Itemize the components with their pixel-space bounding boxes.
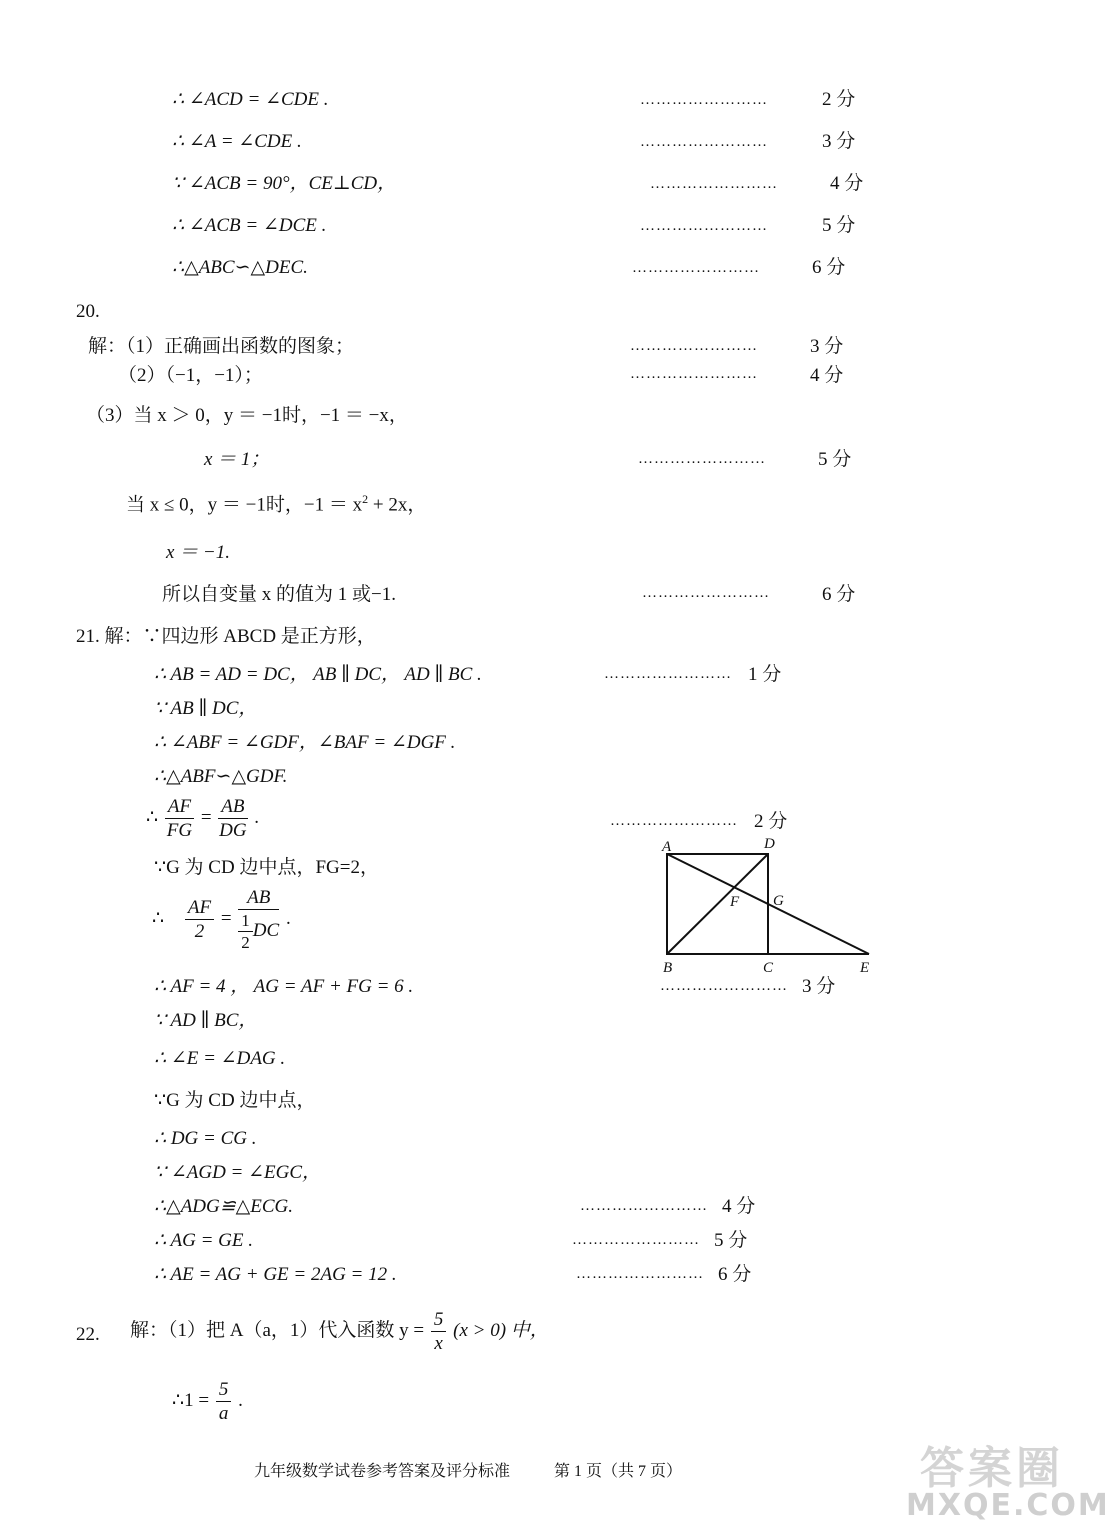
q21-line2: ∵ AB ∥ DC， <box>154 698 258 719</box>
label-a: A <box>662 839 672 855</box>
score-dots: …………………… <box>632 260 760 276</box>
q20-part1: 解：（1）正确画出函数的图象； <box>88 336 355 357</box>
score-dots: …………………… <box>650 176 778 192</box>
score-dots: …………………… <box>610 813 738 829</box>
line-acd-cde: ∴ ∠ACD = ∠CDE . <box>172 89 329 110</box>
q21-ratio-equation: ∴ $\frac{AF}{FG}$ = $\frac{AB}{DG}$ . <box>146 796 259 841</box>
watermark-logo: 答案圈 <box>920 1443 1064 1494</box>
q21-line15: ∴ AG = GE . <box>154 1230 253 1251</box>
score-label: 5 分 <box>818 449 852 470</box>
score-dots: …………………… <box>604 666 732 682</box>
q21-line14: ∴△ADG≌△ECG. <box>154 1196 294 1217</box>
page-number: 第 1 页（共 7 页） <box>554 1463 683 1480</box>
score-label: 2 分 <box>822 89 856 110</box>
fraction: $\frac{AF}{FG}$ <box>166 796 193 841</box>
score-label: 1 分 <box>748 664 782 685</box>
q21-line4: ∴△ABF∽△GDF. <box>154 766 288 787</box>
q20-part3-case2: 当 x ≤ 0，y ＝ −1时，$-1 = x^2 + 2x$， <box>126 492 427 516</box>
score-label: 5 分 <box>714 1230 748 1251</box>
q21-line13: ∵ ∠AGD = ∠EGC， <box>154 1162 322 1183</box>
q20-x-equals-neg1: x ＝ −1. <box>166 542 231 563</box>
score-dots: …………………… <box>638 451 766 467</box>
score-dots: …………………… <box>642 585 770 601</box>
score-label: 3 分 <box>810 336 844 357</box>
q20-x-equals-1: x ＝ 1； <box>204 449 270 470</box>
score-label: 4 分 <box>810 365 844 386</box>
q20-part3-case1: （3）当 x ＞ 0，y ＝ −1时，−1 ＝ −x， <box>86 405 408 426</box>
q20-conclusion: 所以自变量 x 的值为 1 或−1. <box>162 584 396 605</box>
q22-equation: ∴1 = $\frac{5}{a}$ . <box>172 1379 243 1424</box>
q21-line8: ∴ AF = 4 ， AG = AF + FG = 6 . <box>154 976 414 997</box>
line-similar-abc-dec: ∴△ABC∽△DEC. <box>172 257 308 278</box>
score-dots: …………………… <box>580 1198 708 1214</box>
score-dots: …………………… <box>572 1232 700 1248</box>
score-dots: …………………… <box>640 218 768 234</box>
score-dots: …………………… <box>640 92 768 108</box>
question-number-22: 22. <box>76 1324 100 1345</box>
score-label: 6 分 <box>718 1264 752 1285</box>
score-label: 2 分 <box>754 811 788 832</box>
score-label: 3 分 <box>802 976 836 997</box>
question-number-20: 20. <box>76 301 100 322</box>
fraction: $\frac{5}{a}$ <box>216 1380 232 1423</box>
fraction: AB $\frac{1}{2}$ DC <box>238 888 279 951</box>
square-geometry-figure <box>650 832 890 982</box>
watermark-url: MXQE.COM <box>906 1488 1110 1523</box>
q21-intro: 21. 解：∵四边形 ABCD 是正方形， <box>76 626 376 647</box>
q21-line11: ∵G 为 CD 边中点， <box>154 1090 316 1111</box>
line-acb-90: ∵ ∠ACB = 90°，CE⊥CD， <box>172 173 397 194</box>
q21-line1: ∴ AB = AD = DC， AB ∥ DC， AD ∥ BC . <box>154 664 482 685</box>
score-label: 3 分 <box>822 131 856 152</box>
label-f: F <box>730 894 740 910</box>
fraction: $\frac{AF}{2}$ <box>185 898 214 941</box>
q22-part1: 解：（1）把 A（a，1）代入函数 y = $\frac{5}{x}$ (x > 0) 中， <box>130 1309 549 1354</box>
label-g: G <box>773 893 784 909</box>
diagonal-bd <box>667 854 768 954</box>
q21-line10: ∴ ∠E = ∠DAG . <box>154 1048 286 1069</box>
fraction: $\frac{5}{x}$ <box>431 1310 447 1353</box>
score-dots: …………………… <box>630 366 758 382</box>
q21-line12: ∴ DG = CG . <box>154 1128 257 1149</box>
footer-title: 九年级数学试卷参考答案及评分标准 <box>254 1463 511 1480</box>
score-label: 4 分 <box>722 1196 756 1217</box>
score-dots: …………………… <box>640 134 768 150</box>
label-e: E <box>860 960 870 976</box>
fraction: $\frac{AB}{DG}$ <box>219 796 247 841</box>
score-label: 6 分 <box>812 257 846 278</box>
q21-line6: ∵G 为 CD 边中点，FG=2， <box>154 857 379 878</box>
q20-part2: （2）（−1，−1）； <box>118 365 263 386</box>
score-dots: …………………… <box>660 978 788 994</box>
label-b: B <box>663 960 673 976</box>
q21-line3: ∴ ∠ABF = ∠GDF，∠BAF = ∠DGF . <box>154 732 456 753</box>
score-dots: …………………… <box>630 338 758 354</box>
score-label: 4 分 <box>830 173 864 194</box>
score-dots: …………………… <box>576 1266 704 1282</box>
q21-line9: ∵ AD ∥ BC， <box>154 1010 258 1031</box>
label-d: D <box>764 836 775 852</box>
label-c: C <box>763 960 774 976</box>
q21-line16: ∴ AE = AG + GE = 2AG = 12 . <box>154 1264 397 1285</box>
line-a-cde: ∴ ∠A = ∠CDE . <box>172 131 302 152</box>
score-label: 5 分 <box>822 215 856 236</box>
score-label: 6 分 <box>822 584 856 605</box>
q21-ratio-substitution: ∴ $\frac{AF}{2}$ = AB $\frac{1}{2}$ DC . <box>152 887 291 952</box>
line-acb-dce: ∴ ∠ACB = ∠DCE . <box>172 215 327 236</box>
